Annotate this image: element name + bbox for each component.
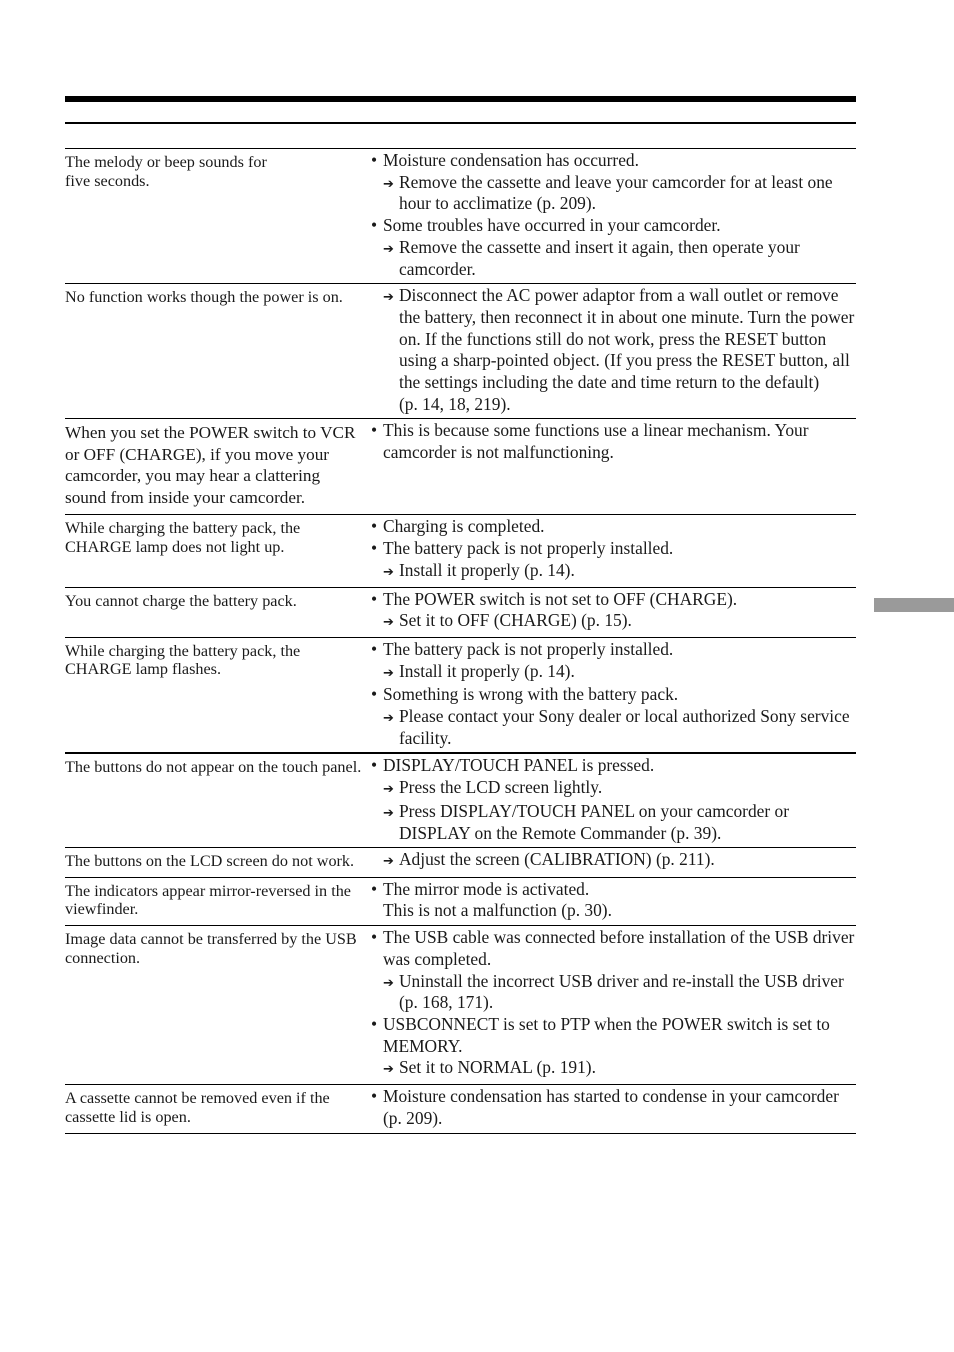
remedy-cell <box>365 926 856 1084</box>
cause-text: USBCONNECT is set to PTP when the POWER switch is set to MEMORY. <box>383 1014 830 1056</box>
remedy-text: Set it to NORMAL (p. 191). <box>399 1057 596 1078</box>
bullet-icon: • <box>371 1086 378 1107</box>
remedy-cell <box>365 848 856 877</box>
remedy-text: Adjust the screen (CALIBRATION) (p. 211). <box>399 849 715 870</box>
cause-text: Moisture condensation has occurred. <box>383 150 639 170</box>
remedy-item <box>371 560 856 584</box>
cause-item <box>371 1014 856 1057</box>
cause-item <box>371 927 856 970</box>
remedy-item <box>371 610 856 634</box>
remedy-text: Please contact your Sony dealer or local authorized Sony service facility. <box>399 706 850 748</box>
symptom-text: A cassette cannot be removed even if the cassette lid is open. <box>65 1089 330 1126</box>
symptom-text: The buttons do not appear on the touch panel. <box>65 758 362 777</box>
cause-text: The battery pack is not properly installed. <box>383 538 674 559</box>
remedy-text: Press the LCD screen lightly. <box>399 777 603 798</box>
table-row <box>65 1085 856 1133</box>
cause-item <box>371 150 856 172</box>
cause-item <box>371 639 856 661</box>
arrow-right-icon: ➔ <box>383 782 394 798</box>
remedy-text: Install it properly (p. 14). <box>399 559 575 580</box>
remedy-text: Install it properly (p. 14). <box>399 660 575 681</box>
remedy-cell <box>365 1085 856 1132</box>
table-row <box>65 638 856 755</box>
remedy-item <box>371 777 856 801</box>
cause-item <box>371 1086 856 1129</box>
table-row <box>65 878 856 926</box>
table-row <box>65 926 856 1085</box>
bullet-icon: • <box>371 638 378 659</box>
remedy-item <box>371 849 856 873</box>
cause-text: The mirror mode is activated. This is not a malfunction (p. 30). <box>383 878 612 921</box>
arrow-right-icon: ➔ <box>383 665 394 681</box>
symptom-text: No function works though the power is on. <box>65 288 343 307</box>
cause-text: This is because some functions use a linear mechanism. Your camcorder is not malfunctioning. <box>383 420 809 463</box>
remedy-item <box>371 285 856 415</box>
bullet-icon: • <box>371 588 378 609</box>
cause-text: The USB cable was connected before installation of the USB driver was completed. <box>383 927 855 969</box>
table-row <box>65 588 856 638</box>
symptom-text: When you set the POWER switch to VCR or OFF (CHARGE), if you move your camcorder, you may hear a clattering sound from inside your camcorder. <box>65 423 356 507</box>
symptom-text: While charging the battery pack, the CHARGE lamp flashes. <box>65 641 301 679</box>
cause-item <box>371 879 856 922</box>
remedy-item <box>371 172 856 215</box>
table-row <box>65 149 856 284</box>
remedy-text: Set it to OFF (CHARGE) (p. 15). <box>399 610 632 631</box>
bullet-icon: • <box>371 420 378 441</box>
table-row <box>65 754 856 848</box>
remedy-item <box>371 971 856 1014</box>
arrow-right-icon: ➔ <box>383 290 394 306</box>
remedy-cell <box>365 638 856 753</box>
section-tab-marker <box>874 598 954 612</box>
remedy-cell <box>365 284 856 418</box>
arrow-right-icon: ➔ <box>383 854 394 870</box>
arrow-right-icon: ➔ <box>383 241 394 257</box>
remedy-text: Remove the cassette and leave your camcorder for at least one hour to acclimatize (p. 209). <box>399 171 833 214</box>
arrow-right-icon: ➔ <box>383 975 394 991</box>
bullet-icon: • <box>371 684 378 705</box>
arrow-right-icon: ➔ <box>383 1062 394 1078</box>
arrow-right-icon: ➔ <box>383 711 394 727</box>
remedy-cell <box>365 515 856 586</box>
cause-text: Something is wrong with the battery pack. <box>383 684 679 705</box>
table-row <box>65 284 856 419</box>
symptom-text: Image data cannot be transferred by the USB connection. <box>65 930 357 967</box>
table-row <box>65 848 856 878</box>
cause-item <box>371 684 856 706</box>
remedy-item <box>371 706 856 749</box>
symptom-text: You cannot charge the battery pack. <box>65 591 297 610</box>
table-row <box>65 515 856 587</box>
arrow-right-icon: ➔ <box>383 615 394 631</box>
remedy-item <box>371 237 856 280</box>
remedy-text: Uninstall the incorrect USB driver and re-install the USB driver (p. 168, 171). <box>399 970 844 1013</box>
remedy-cell <box>365 754 856 847</box>
arrow-right-icon: ➔ <box>383 564 394 580</box>
bullet-icon: • <box>371 927 378 948</box>
table-row <box>65 419 856 515</box>
bullet-icon: • <box>371 150 378 170</box>
cause-text: The POWER switch is not set to OFF (CHARGE). <box>383 588 738 609</box>
remedy-cell <box>365 588 856 637</box>
remedy-text: Remove the cassette and insert it again, then operate your camcorder. <box>399 236 800 279</box>
cause-item <box>371 589 856 611</box>
cause-item <box>371 755 856 777</box>
cause-text: Moisture condensation has started to condense in your camcorder (p. 209). <box>383 1086 839 1128</box>
remedy-cell <box>365 419 856 514</box>
arrow-right-icon: ➔ <box>383 176 394 192</box>
cause-text: DISPLAY/TOUCH PANEL is pressed. <box>383 755 655 776</box>
symptom-text: While charging the battery pack, the CHARGE lamp does not light up. <box>65 519 301 556</box>
bullet-icon: • <box>371 755 378 776</box>
cause-text: The battery pack is not properly installed. <box>383 638 674 659</box>
bullet-icon: • <box>371 1014 378 1034</box>
cause-item <box>371 516 856 538</box>
symptom-text: The indicators appear mirror-reversed in the viewfinder. <box>65 881 351 919</box>
bullet-icon: • <box>371 538 378 559</box>
remedy-item <box>371 1057 856 1081</box>
cause-text: Charging is completed. <box>383 516 545 537</box>
symptom-text: The buttons on the LCD screen do not work. <box>65 852 355 871</box>
remedy-text: Disconnect the AC power adaptor from a wall outlet or remove the battery, then reconnect it in about one minute. Turn the power on. If the functions still do not work, press the RESET button using a sharp-pointed object. (If you press the RESET button, all the settings including the date and time return to the default) (p. 14, 18, 219). <box>399 285 855 414</box>
cause-item <box>371 538 856 560</box>
remedy-cell <box>365 149 856 283</box>
cause-item <box>371 420 856 463</box>
bullet-icon: • <box>371 516 378 537</box>
bullet-icon: • <box>371 215 378 236</box>
header-rule-thick <box>65 96 856 102</box>
remedy-text: Press DISPLAY/TOUCH PANEL on your camcorder or DISPLAY on the Remote Commander (p. 39). <box>399 800 789 843</box>
symptom-text: The melody or beep sounds for five seconds. <box>65 153 267 190</box>
remedy-cell <box>365 878 856 925</box>
cause-text: Some troubles have occurred in your camcorder. <box>383 215 721 236</box>
bullet-icon: • <box>371 878 378 899</box>
remedy-item <box>371 801 856 844</box>
troubleshooting-table <box>65 148 856 1134</box>
arrow-right-icon: ➔ <box>383 805 394 821</box>
remedy-item <box>371 661 856 685</box>
cause-item <box>371 215 856 237</box>
header-rule-thin <box>65 122 856 124</box>
